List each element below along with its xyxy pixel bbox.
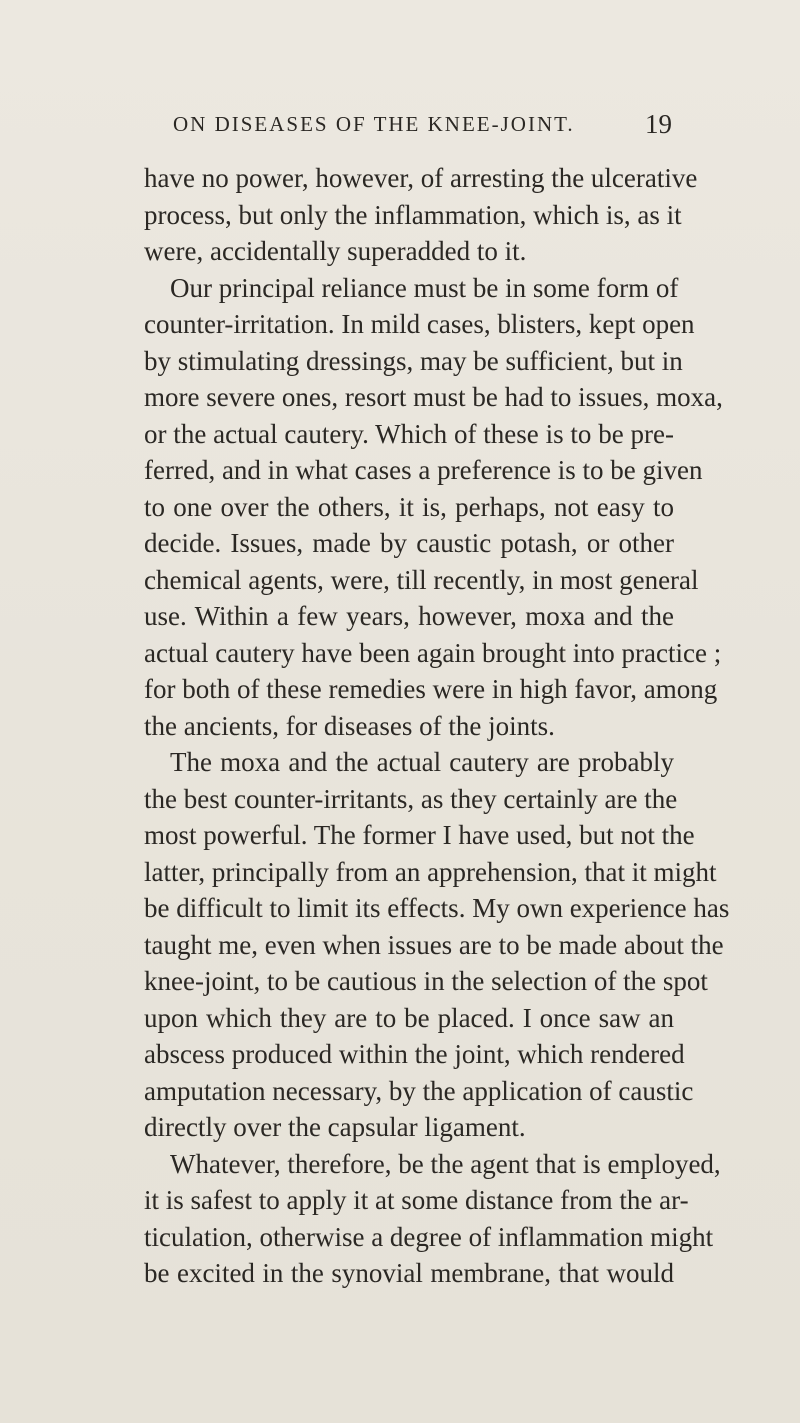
text-line: directly over the capsular ligament. [144,1112,526,1142]
text-line: the best counter-irritants, as they certainly are the [144,783,678,814]
text-line: use. Within a few years, however, moxa and the [144,601,674,631]
text-line: ticulation, otherwise a degree of inflammation might [144,1221,714,1252]
text-line: were, accidentally superadded to it. [144,236,527,266]
text-line: ferred, and in what cases a preference is to be given [144,455,703,485]
text-line: knee-joint, to be cautious in the selection of the spot [144,966,708,996]
text-line: or the actual cautery. Which of these is to be pre- [144,418,674,449]
text-line: be difficult to limit its effects. My own experience has [144,893,730,923]
text-line: abscess produced within the joint, which rendered [144,1039,685,1069]
body-text [144,160,730,1292]
text-line: decide. Issues, made by caustic potash, or other [144,528,674,558]
text-line: have no power, however, of arresting the ulcerative [144,163,698,193]
text-line: chemical agents, were, till recently, in most general [144,564,699,595]
running-title: ON DISEASES OF THE KNEE-JOINT. [173,112,575,136]
text-line: Whatever, therefore, be the agent that is employed, [170,1148,721,1179]
text-line: latter, principally from an apprehension, that it might [144,856,717,887]
text-line: taught me, even when issues are to be made about the [144,929,724,960]
text-line: be excited in the synovial membrane, that would [144,1258,674,1288]
text-line: it is safest to apply it at some distance from the ar- [144,1185,689,1215]
text-line: amputation necessary, by the application of caustic [144,1075,694,1106]
text-line: upon which they are to be placed. I once saw an [144,1002,674,1033]
text-line: more severe ones, resort must be had to issues, moxa, [144,382,723,412]
text-line: most powerful. The former I have used, but not the [144,820,695,850]
text-line: process, but only the inflammation, which is, as it [144,199,682,230]
text-line: The moxa and the actual cautery are probably [170,747,674,777]
text-line: to one over the others, it is, perhaps, not easy to [144,491,674,522]
running-head [0,104,800,144]
text-line: the ancients, for diseases of the joints. [144,710,555,741]
page-number: 19 [645,109,672,139]
text-line: Our principal reliance must be in some form of [170,272,679,303]
text-line: by stimulating dressings, may be sufficient, but in [144,345,683,376]
text-line: for both of these remedies were in high favor, among [144,674,718,704]
text-line: actual cautery have been again brought into practice ; [144,637,722,668]
text-line: counter-irritation. In mild cases, blisters, kept open [144,309,695,339]
